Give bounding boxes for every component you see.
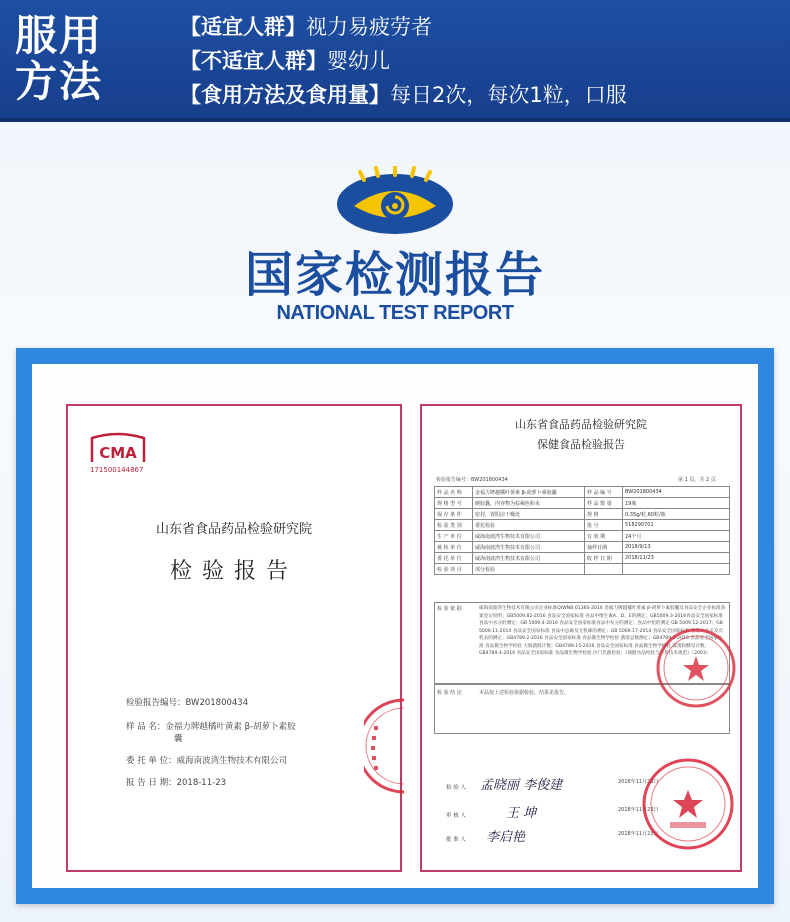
field-value: BW201800434 [185,698,249,708]
svg-text:CMA: CMA [99,444,137,462]
report-title: 国家检测报告 [244,247,545,303]
table-label-cell: 检 验 项 目 [435,564,473,575]
conclusion-label: 检 验 结 论 [437,690,462,696]
signer-date: 2018年11月23日 [618,807,659,813]
detail-title: 保健食品检验报告 [537,438,625,451]
table-value-cell: 金福力牌越橘叶黄素 β-胡萝卜素胶囊 [473,487,585,498]
report-subtitle: NATIONAL TEST REPORT [276,302,514,324]
signer-name: 孟晓丽 李俊建 [480,778,563,793]
table-label-cell: 抽样日期 [585,542,623,553]
usage-info [180,10,627,112]
reviewer-signature [446,802,536,821]
table-value-cell: 委托检验 [473,520,585,531]
inspection-seal-icon [654,626,738,710]
field-label: 检验报告编号： [126,698,186,708]
field-value: 威海南波湾生物技术有限公司 [176,756,288,766]
official-seal-icon [364,696,404,796]
table-label-cell: 规 格 型 号 [435,498,473,509]
eye-icon [334,166,456,236]
suitable-crowd-line [180,10,627,44]
table-value-cell: 24个月 [623,531,730,542]
field-value: 囊 [174,734,183,744]
report-detail-page [420,404,742,872]
approver-signature [446,826,525,845]
signer-role: 批 准 人 [446,837,466,843]
table-value-cell: 19瓶 [623,498,730,509]
signer-name: 王 坤 [506,806,537,821]
table-value-cell: 威海南波湾生物技术有限公司 [473,553,585,564]
table-row [435,553,730,564]
table-value-cell: 威海南波湾生物技术有限公司 [473,542,585,553]
sample-name-field [126,720,296,732]
line-text: 每日2次，每次1粒，口服 [390,83,627,107]
field-label: 报 告 日 期： [126,778,177,788]
inspector-signature [446,774,562,793]
table-value-cell: 密封，置阴凉干燥处 [473,509,585,520]
table-label-cell: 样 品 名 称 [435,487,473,498]
signer-role: 检 验 人 [446,785,466,791]
line-tag: 【不适宜人群】 [180,49,327,73]
line-text: 视力易疲劳者 [306,15,432,39]
certificate-frame [16,348,774,904]
table-value-cell: 部分检验 [473,564,585,575]
line-tag: 【食用方法及食用量】 [180,83,390,107]
table-label-cell: 样 品 数 量 [585,498,623,509]
signer-name: 李启艳 [486,830,526,845]
signer-role: 审 核 人 [446,813,466,819]
sample-info-table [434,486,730,575]
table-row [435,542,730,553]
report-number-field [126,696,248,708]
table-label-cell: 规 格 [585,509,623,520]
table-row [435,531,730,542]
field-label: 委 托 单 位： [126,756,177,766]
report-cover-page [66,404,402,872]
table-row [435,520,730,531]
usage-badge-line1: 服用 [14,11,103,60]
table-label-cell: 保 存 条 件 [435,509,473,520]
table-value-cell: 2018/9/13 [623,542,730,553]
table-row [435,509,730,520]
table-label-cell: 有 效 期 [585,531,623,542]
cover-title: 检验报告 [169,559,298,584]
table-value-cell: 0.35g/粒,60粒/瓶 [623,509,730,520]
signer-date: 2018年11月23日 [618,831,659,837]
table-value-cell: BW201800434 [623,487,730,498]
cma-number: 171500144867 [90,466,144,474]
table-label-cell: 生 产 单 位 [435,531,473,542]
line-text: 婴幼儿 [327,49,390,73]
certificate-image [32,364,758,888]
table-row [435,498,730,509]
field-label: 样 品 名： [126,722,166,732]
basis-label: 检 验 依 据 [437,606,462,612]
field-value: 2018-11-23 [176,778,227,788]
table-value-cell [623,564,730,575]
basis-text: 威海南波湾生物技术有限公司企业标准Q/WNB 0136S-2016 金福力牌越橘叶黄素 β-胡萝卜素胶囊及食品安全企业标准备案登记说明；GB5009.82-2016 食品安全国家标准 食品中维生素A、D、E的测定；GB5009.3-2016食品安全国家标准食品中水分的测定；GB 5009.4-2016 食品安全国家标准食品中灰分的测定；食品中铅的测定 GB 5009.12-2017；GB 5009.11-2014 食品安全国家标准 食品中总砷及无机砷的测定；GB 5009.17-2014 食品安全国家标准 食品中总汞及有机汞的测定；GB4789.2-2016 食品安全国家标准 食品微生物学检验 菌落总数测定；GB4789.3-2016 食品安全国家标准 食品微生物学检验 大肠菌群计数；GB4789.15-2016 食品安全国家标准 食品微生物学检验 霉菌和酵母计数；GB4789.4-2016 食品安全国家标准 食品微生物学检验 沙门氏菌检验；《保健食品检验与评价技术规范》（2003） [479,606,726,656]
table-row [435,487,730,498]
table-label-cell: 被 检 单 位 [435,542,473,553]
usage-badge [0,0,118,118]
line-tag: 【适宜人群】 [180,15,306,39]
table-value-cell: 硬胶囊，内容物为棕褐色粉末 [473,498,585,509]
unsuitable-crowd-line [180,44,627,78]
institute-name: 山东省食品药品检验研究院 [155,522,312,537]
table-value-cell: 518290701 [623,520,730,531]
table-label-cell: 收 样 日 期 [585,553,623,564]
table-value-cell: 2018/11/23 [623,553,730,564]
usage-banner [0,0,790,122]
table-label-cell: 样 品 编 号 [585,487,623,498]
detail-institute-name: 山东省食品药品检验研究院 [515,418,647,431]
page-number: 第 1 页，共 2 页 [678,477,716,483]
signer-date: 2018年11月23日 [618,779,659,785]
cma-logo-icon [88,432,148,466]
table-label-cell: 批 号 [585,520,623,531]
report-date-field [126,776,226,788]
conclusion-text: 本品按上述检验依据检验，结果见报告。 [479,690,570,696]
table-value-cell: 威海南波湾生物技术有限公司 [473,531,585,542]
dosage-line [180,78,627,112]
approval-seal-icon [640,756,736,852]
detail-report-number: 检验报告编号：BW201800434 [436,477,508,483]
sample-name-cont [174,732,183,744]
table-label-cell: 委 托 单 位 [435,553,473,564]
field-value: 金福力牌越橘叶黄素 β-胡萝卜素胶 [165,722,296,732]
table-label-cell [585,564,623,575]
table-row [435,564,730,575]
table-label-cell: 检 验 类 别 [435,520,473,531]
usage-badge-line2: 方法 [14,57,103,106]
client-field [126,754,287,766]
